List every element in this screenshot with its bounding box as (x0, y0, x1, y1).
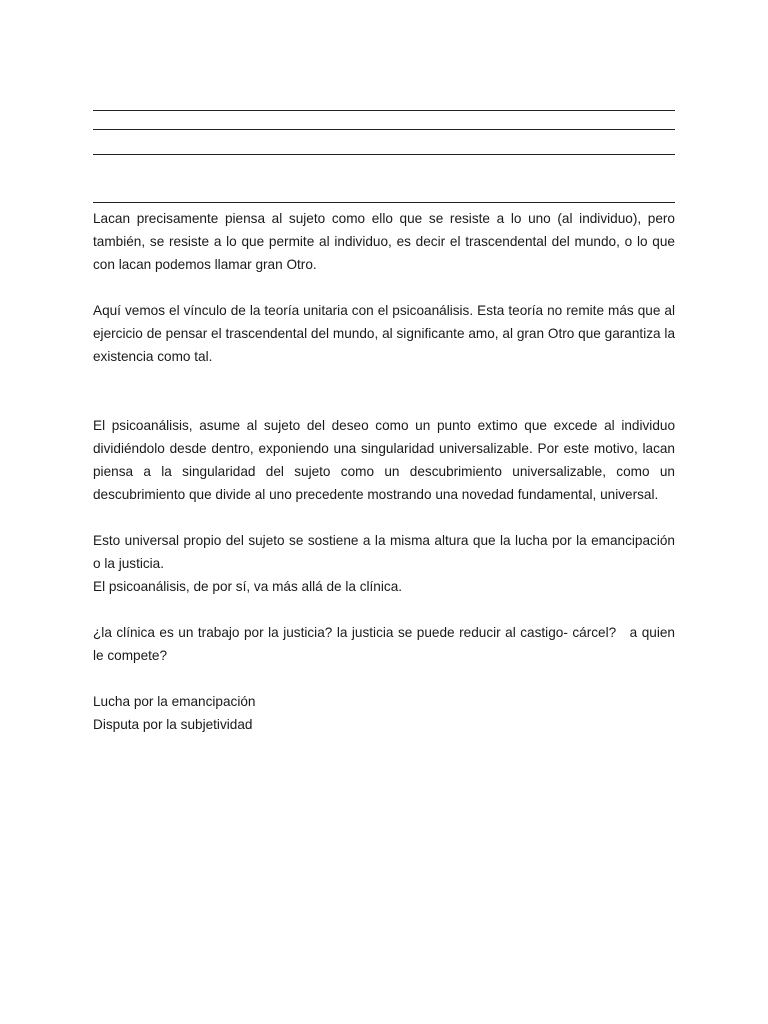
top-rule-2 (93, 129, 675, 130)
line-disputa-subjetividad: Disputa por la subjetividad (93, 717, 253, 732)
paragraph-universal-sujeto: Esto universal propio del sujeto se sostiene a la misma altura que la lucha por la emancipación o la justicia. (93, 533, 675, 571)
paragraph-teoria-unitaria: Aquí vemos el vínculo de la teoría unitaria con el psicoanálisis. Esta teoría no remite más que al ejercicio de pensar el trascendental del mundo, al significante amo, al gran Otro que garantiza la existencia como tal. (93, 303, 675, 364)
paragraph-mas-alla-clinica: El psicoanálisis, de por sí, va más allá de la clínica. (93, 579, 403, 594)
paragraph-lacan-sujeto: Lacan precisamente piensa al sujeto como ello que se resiste a lo uno (al individuo), pero también, se resiste a lo que permite al individuo, es decir el trascendental del mundo, o lo que con lacan podemos llamar gran Otro. (93, 211, 675, 272)
paragraph-psicoanalisis-deseo: El psicoanálisis, asume al sujeto del deseo como un punto extimo que excede al individuo dividiéndolo desde dentro, exponiendo una singularidad universalizable. Por este motivo, lacan piensa a la singularidad del sujeto como un descubrimiento universalizable, como un descubrimiento que divide al uno precedente mostrando una novedad fundamental, universal. (93, 418, 675, 502)
line-lucha-emancipacion: Lucha por la emancipación (93, 694, 256, 709)
top-rule-4 (93, 202, 675, 203)
top-rule-3 (93, 154, 675, 155)
top-rule-1 (93, 110, 675, 111)
paragraph-clinica-justicia: ¿la clínica es un trabajo por la justicia? la justicia se puede reducir al castigo- cárcel? a quien le compete? (93, 625, 679, 663)
document-body (93, 207, 679, 736)
